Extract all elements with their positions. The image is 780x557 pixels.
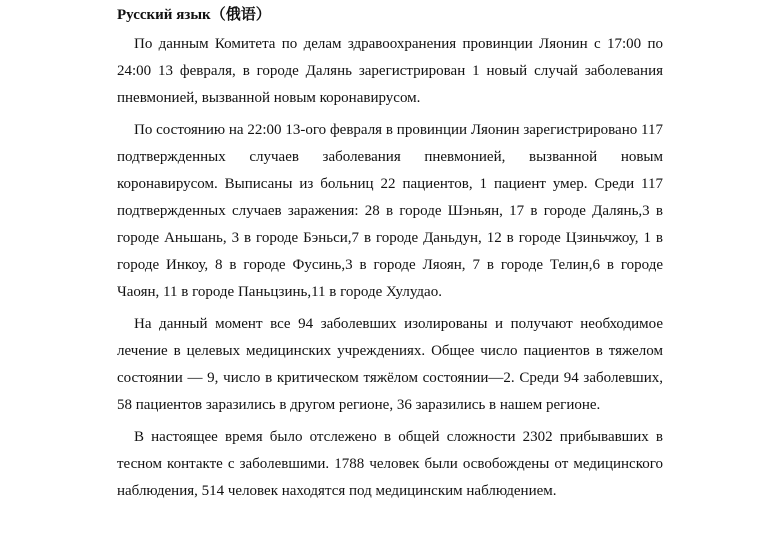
paragraph-contact-tracing: В настоящее время было отслежено в общей сложности 2302 прибывавших в тесном контакте с заболевшими. 1788 человек были освобождены от медицинского наблюдения, 514 человек находятся под медицинским наблюдением.: [117, 429, 663, 499]
document-title: Русский язык（俄语）: [117, 7, 271, 23]
document-page: [117, 4, 663, 510]
paragraph-new-case: По данным Комитета по делам здравоохранения провинции Ляонин с 17:00 по 24:00 13 февраля, в городе Далянь зарегистрирован 1 новый случай заболевания пневмонией, вызванной новым коронавирусом.: [117, 36, 663, 106]
paragraph-confirmed-cases: По состоянию на 22:00 13-ого февраля в провинции Ляонин зарегистрировано 117 подтвержденных случаев заболевания пневмонией, вызванной новым коронавирусом. Выписаны из больниц 22 пациентов, 1 пациент умер. Среди 117 подтвержденных случаев заражения: 28 в городе Шэньян, 17 в городе Далянь,3 в городе Аньшань, 3 в городе Бэньси,7 в городе Даньдун, 12 в городе Цзиньчжоу, 1 в городе Инкоу, 8 в городе Фусинь,3 в городе Ляоян, 7 в городе Телин,6 в городе Чаоян, 11 в городе Паньцзинь,11 в городе Хулудао.: [117, 122, 663, 300]
paragraph-isolation-status: На данный момент все 94 заболевших изолированы и получают необходимое лечение в целевых медицинских учреждениях. Общее число пациентов в тяжелом состоянии — 9, число в критическом тяжёлом состоянии—2. Среди 94 заболевших, 58 пациентов заразились в другом регионе, 36 заразились в нашем регионе.: [117, 316, 663, 413]
